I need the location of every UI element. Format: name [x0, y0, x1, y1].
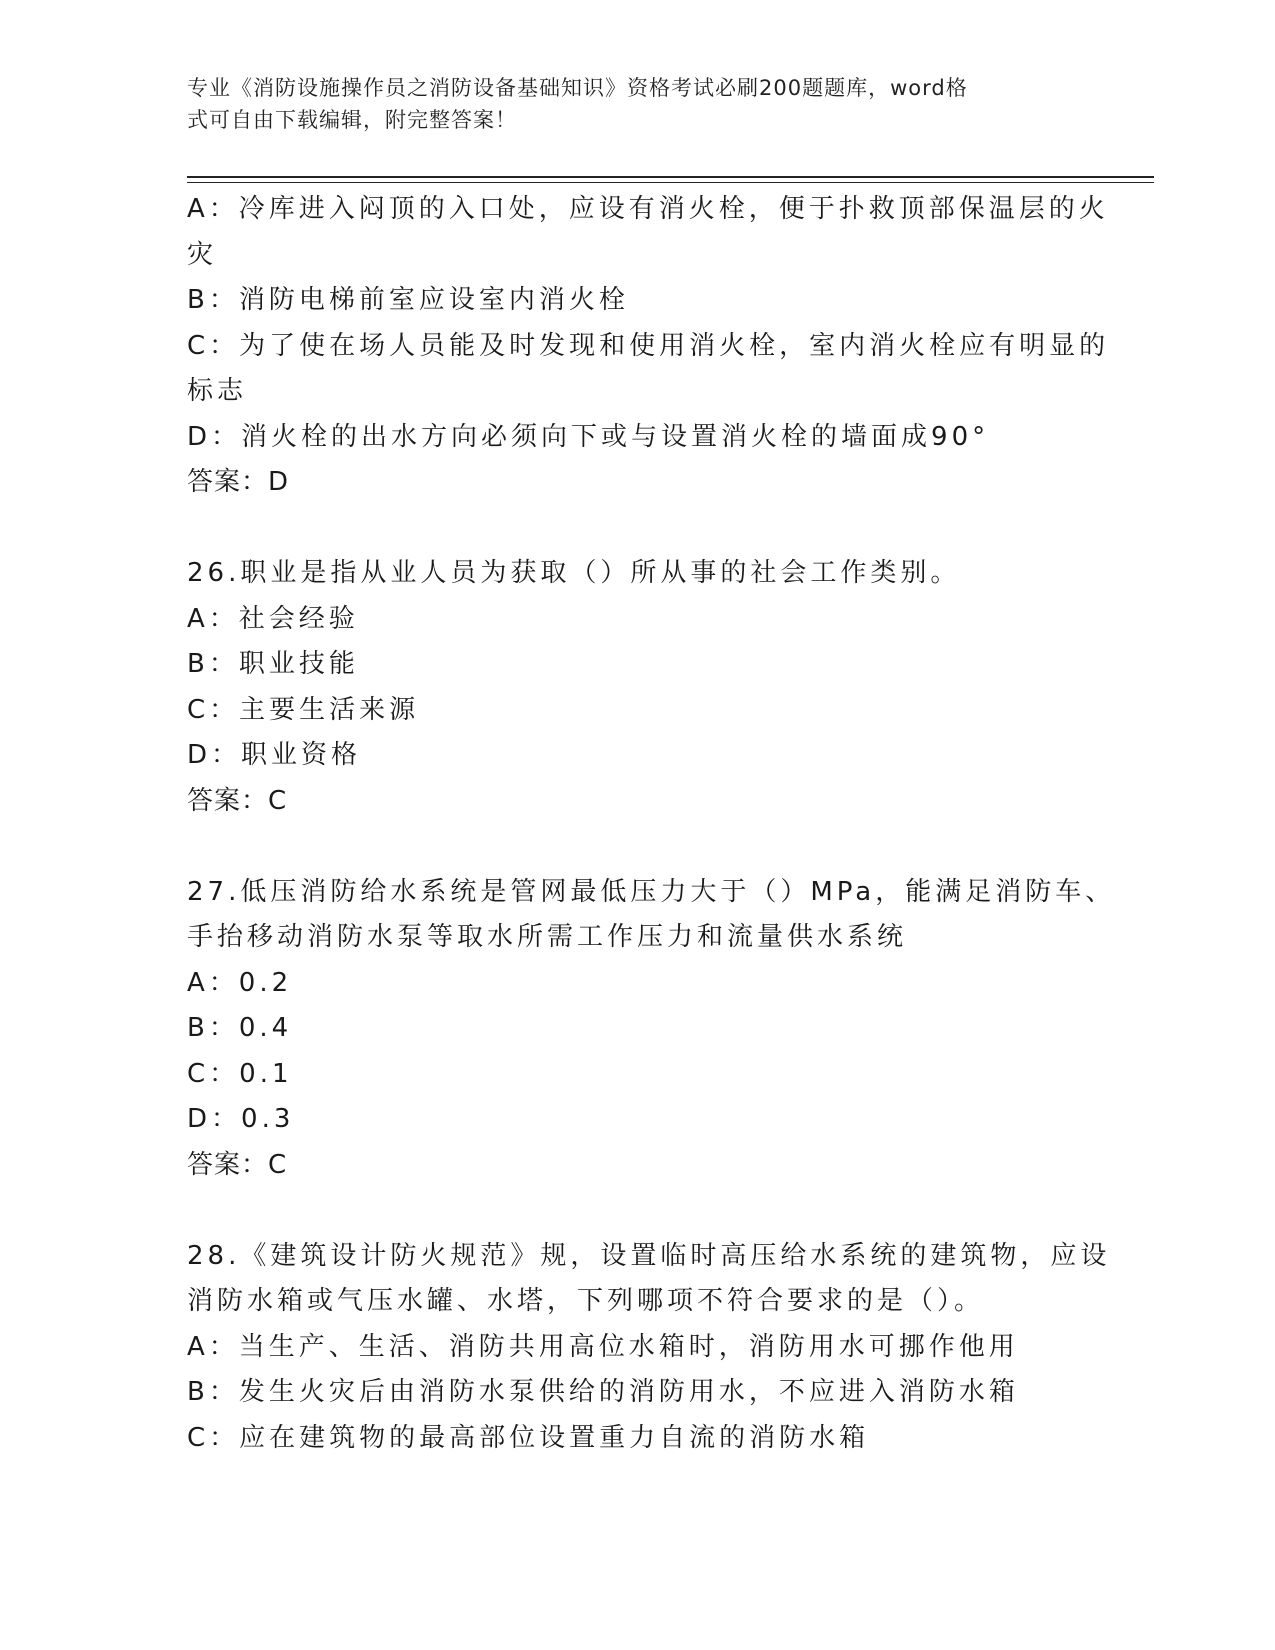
header-title-line-2: 式可自由下载编辑，附完整答案！	[187, 108, 517, 132]
option-b: B：0.4	[187, 1013, 293, 1043]
question-stem-line-2: 消防水箱或气压水罐、水塔，下列哪项不符合要求的是（）。	[187, 1286, 985, 1316]
spacer	[187, 1188, 1087, 1234]
question-stem-line-1: 28.《建筑设计防火规范》规，设置临时高压给水系统的建筑物，应设	[187, 1240, 1111, 1271]
option-d: D：0.3	[187, 1104, 295, 1134]
option-a: A：0.2	[187, 967, 293, 998]
option-a: A：社会经验	[187, 603, 359, 634]
option-a-line-1: A：冷库进入闷顶的入口处，应设有消火栓，便于扑救顶部保温层的火	[187, 194, 1109, 224]
option-d: D：消火栓的出水方向必须向下或与设置消火栓的墙面成90°	[187, 421, 990, 452]
option-a: A：当生产、生活、消防共用高位水箱时，消防用水可挪作他用	[187, 1331, 1019, 1362]
option-a-line-2: 灾	[187, 239, 218, 270]
option-b: B：职业技能	[187, 649, 359, 679]
spacer	[187, 506, 1087, 552]
option-c-line-1: C：为了使在场人员能及时发现和使用消火栓，室内消火栓应有明显的	[187, 330, 1110, 361]
option-c: C：0.1	[187, 1058, 293, 1089]
option-c-line-2: 标志	[187, 376, 248, 406]
option-b: B：发生火灾后由消防水泵供给的消防用水，不应进入消防水箱	[187, 1377, 1019, 1407]
header-divider-thick	[187, 176, 1154, 178]
question-25-continued	[187, 187, 1110, 506]
answer-label: 答案：D	[187, 467, 290, 497]
option-d: D：职业资格	[187, 740, 362, 770]
header-title-line-1: 专业《消防设施操作员之消防设备基础知识》资格考试必刷200题题库，word格	[187, 76, 968, 100]
option-c: C：应在建筑物的最高部位设置重力自流的消防水箱	[187, 1422, 870, 1453]
header-divider-thin	[187, 182, 1154, 183]
question-stem-line-2: 手抬移动消防水泵等取水所需工作压力和流量供水系统	[187, 922, 908, 952]
document-header	[187, 72, 1087, 136]
question-list	[187, 187, 1116, 1461]
spacer	[187, 824, 1087, 870]
question-stem: 26.职业是指从业人员为获取（）所从事的社会工作类别。	[187, 558, 961, 588]
question-stem-line-1: 27.低压消防给水系统是管网最低压力大于（）MPa，能满足消防车、	[187, 876, 1116, 907]
question-27	[187, 870, 1116, 1189]
question-26	[187, 551, 1087, 824]
answer-label: 答案：C	[187, 1149, 288, 1180]
option-c: C：主要生活来源	[187, 694, 420, 725]
answer-label: 答案：C	[187, 785, 288, 816]
option-b: B：消防电梯前室应设室内消火栓	[187, 285, 629, 315]
question-28	[187, 1234, 1111, 1462]
